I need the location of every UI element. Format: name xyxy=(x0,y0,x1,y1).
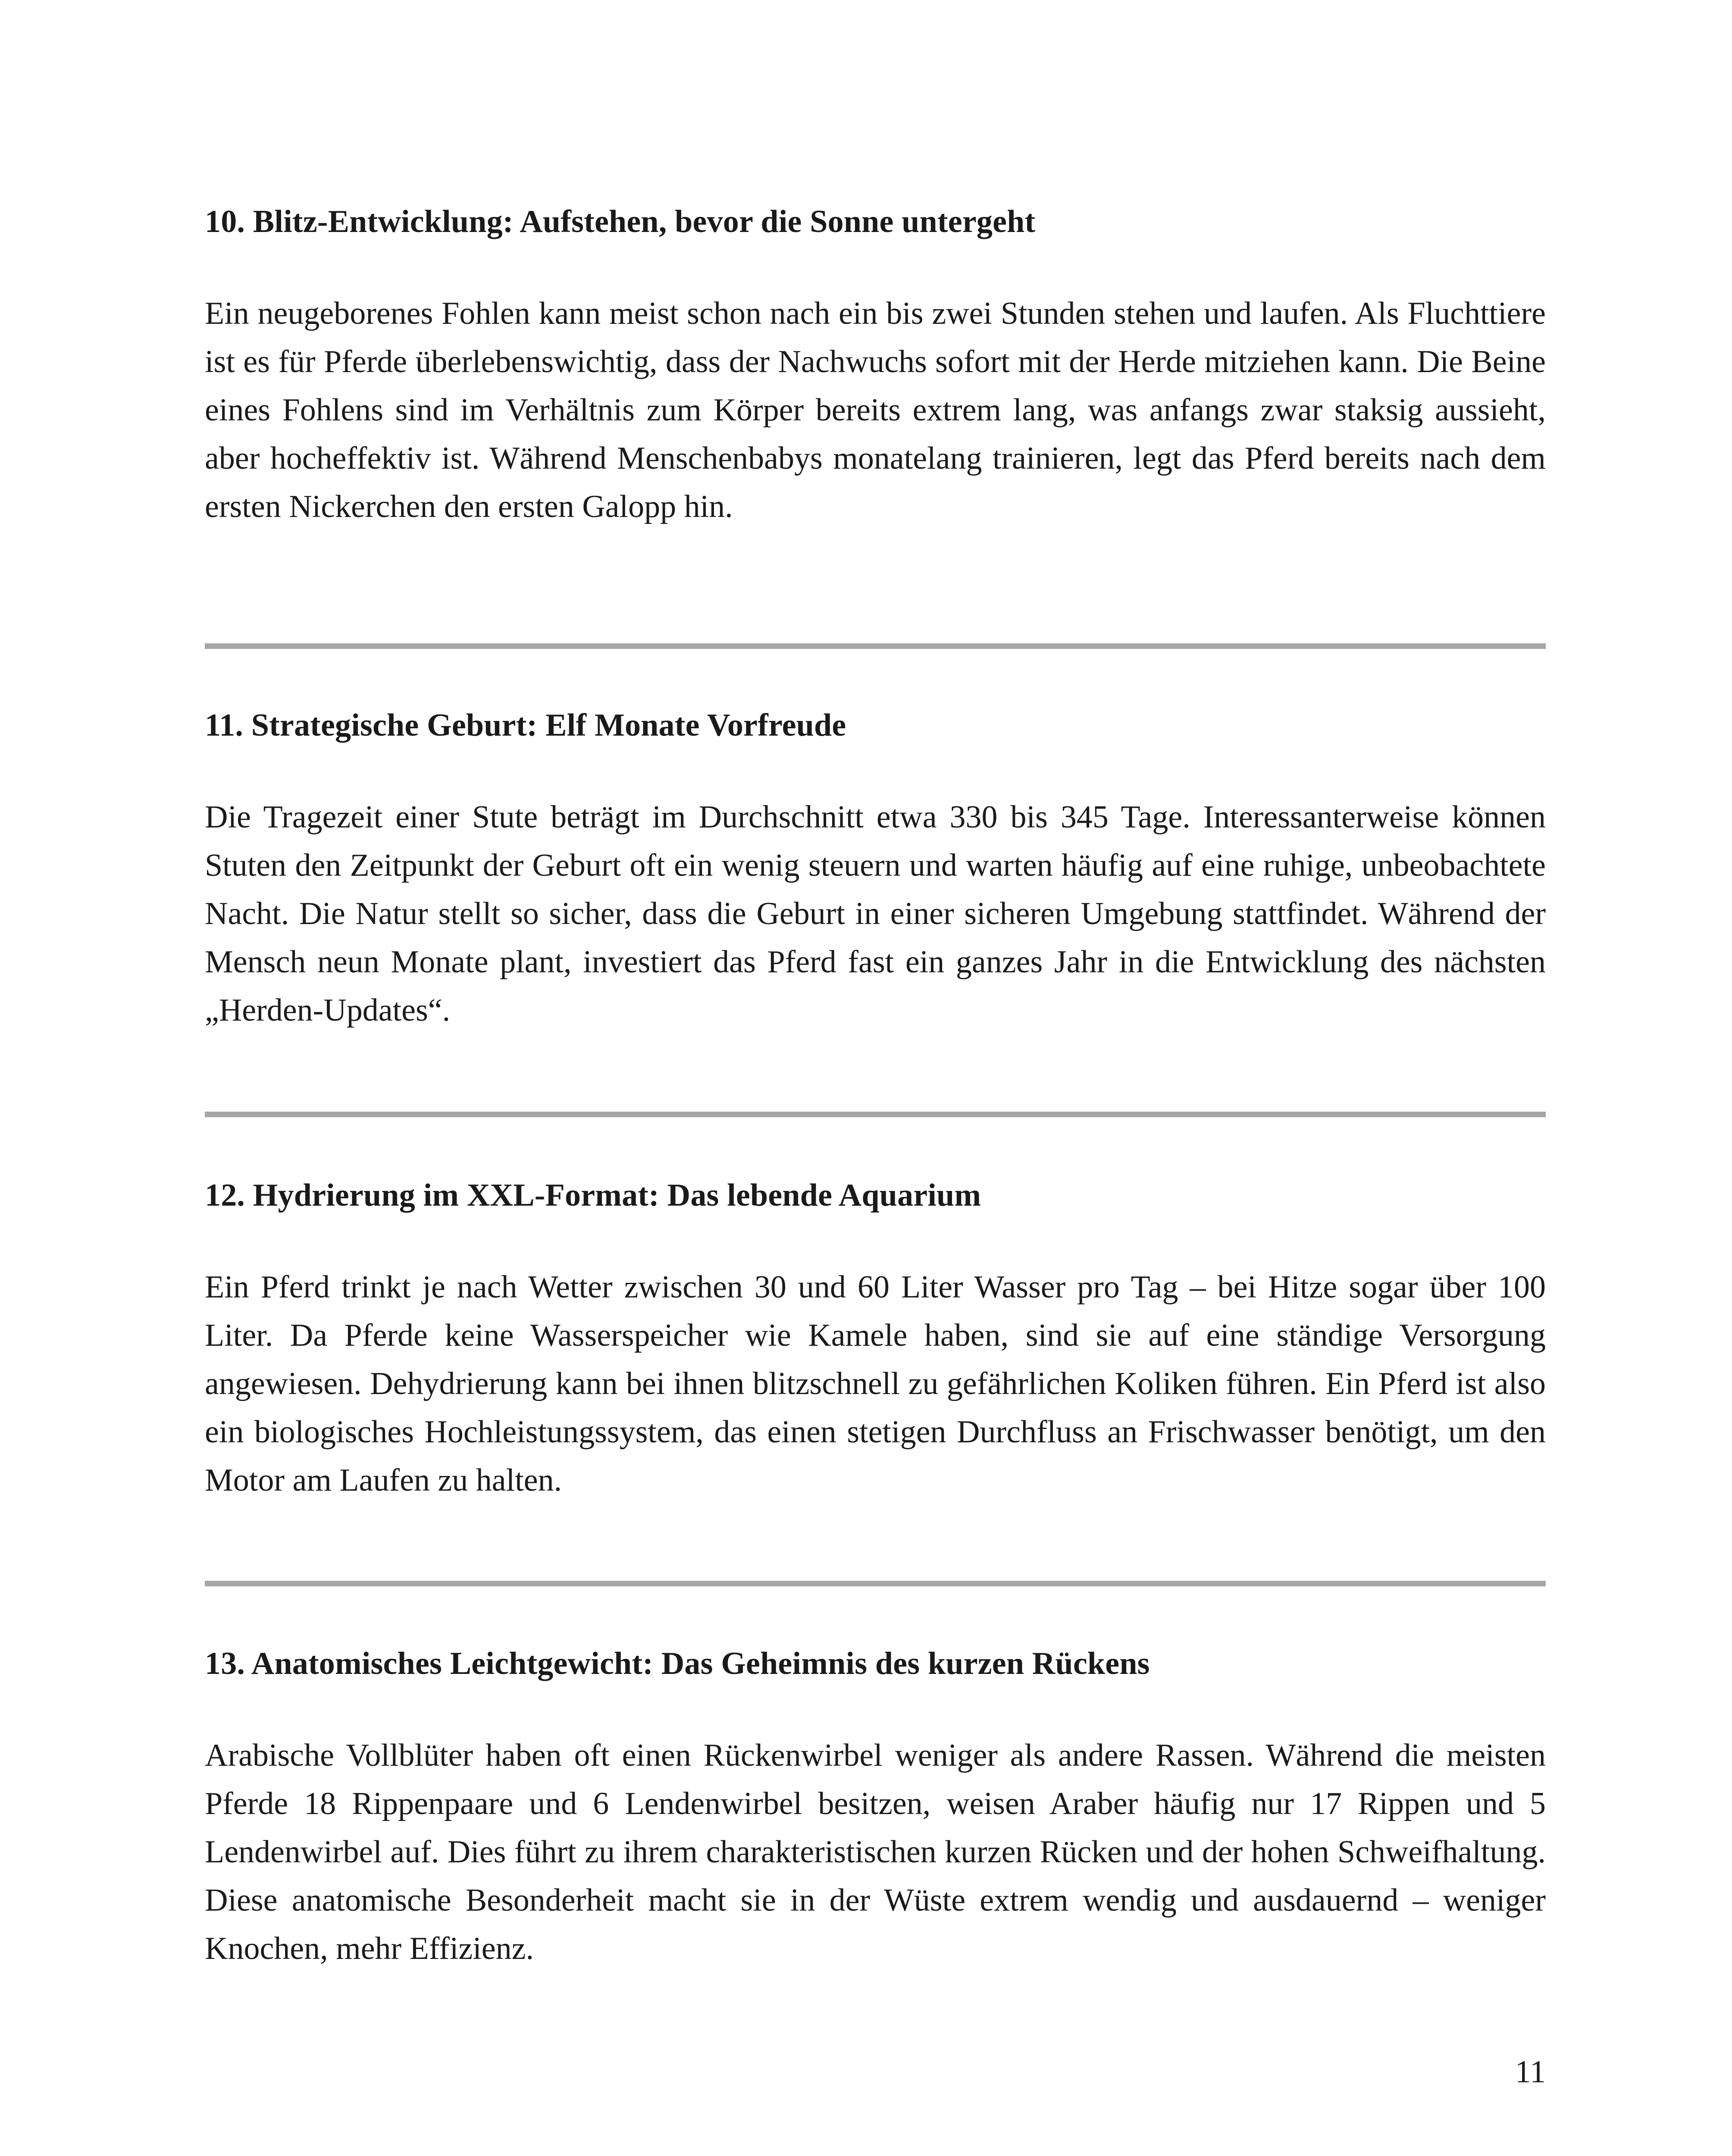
section-divider xyxy=(205,643,1546,649)
section-heading: 11. Strategische Geburt: Elf Monate Vorfreude xyxy=(205,708,846,743)
section-body: Ein Pferd trinkt je nach Wetter zwischen 30 und 60 Liter Wasser pro Tag – bei Hitze sogar über 100 Liter. Da Pferde keine Wasserspeicher wie Kamele haben, sind sie auf eine ständige Versorgung angewiesen. Dehydrierung kann bei ihnen blitzschnell zu gefährlichen Koliken führen. Ein Pferd ist also ein biologisches Hochleistungssystem, das einen stetigen Durchfluss an Frischwasser benötigt, um den Motor am Laufen zu halten. xyxy=(205,1269,1546,1498)
section-heading: 10. Blitz-Entwicklung: Aufstehen, bevor die Sonne untergeht xyxy=(205,204,1036,239)
section-body: Die Tragezeit einer Stute beträgt im Durchschnitt etwa 330 bis 345 Tage. Interessanterweise können Stuten den Zeitpunkt der Geburt oft ein wenig steuern und warten häufig auf eine ruhige, unbeobachtete Nacht. Die Natur stellt so sicher, dass die Geburt in einer sicheren Umgebung stattfindet. Während der Mensch neun Monate plant, investiert das Pferd fast ein ganzes Jahr in die Entwicklung des nächsten „Herden-Updates“. xyxy=(205,799,1546,1028)
section-12 xyxy=(205,1176,1546,1504)
section-body: Arabische Vollblüter haben oft einen Rückenwirbel weniger als andere Rassen. Während die meisten Pferde 18 Rippenpaare und 6 Lendenwirbel besitzen, weisen Araber häufig nur 17 Rippen und 5 Lendenwirbel auf. Dies führt zu ihrem charakteristischen kurzen Rücken und der hohen Schweifhaltung. Diese anatomische Besonderheit macht sie in der Wüste extrem wendig und ausdauernd – weniger Knochen, mehr Effizienz. xyxy=(205,1737,1546,1966)
section-heading: 13. Anatomisches Leichtgewicht: Das Geheimnis des kurzen Rückens xyxy=(205,1646,1150,1681)
section-13 xyxy=(205,1645,1546,1973)
section-10 xyxy=(205,203,1546,531)
section-heading: 12. Hydrierung im XXL-Format: Das lebende Aquarium xyxy=(205,1178,981,1213)
page-number: 11 xyxy=(1515,2054,1546,2090)
section-divider xyxy=(205,1581,1546,1586)
section-body: Ein neugeborenes Fohlen kann meist schon nach ein bis zwei Stunden stehen und laufen. Als Fluchttiere ist es für Pferde überlebenswichtig, dass der Nachwuchs sofort mit der Herde mitziehen kann. Die Beine eines Fohlens sind im Verhältnis zum Körper bereits extrem lang, was anfangs zwar staksig aussieht, aber hocheffektiv ist. Während Menschenbabys monatelang trainieren, legt das Pferd bereits nach dem ersten Nickerchen den ersten Galopp hin. xyxy=(205,295,1546,524)
section-divider xyxy=(205,1112,1546,1117)
section-11 xyxy=(205,706,1546,1034)
